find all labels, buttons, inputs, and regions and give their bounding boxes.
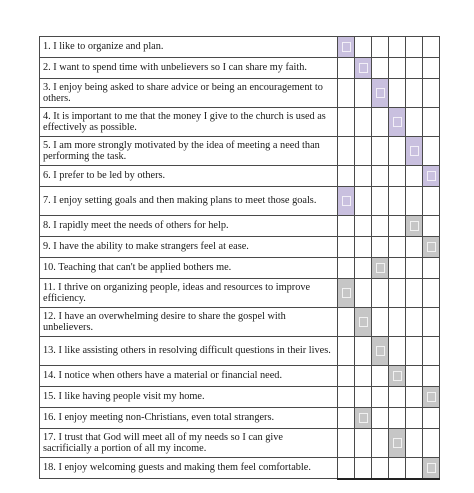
rating-cell[interactable] <box>372 279 389 308</box>
question-row <box>40 108 440 137</box>
rating-cell[interactable] <box>355 187 372 216</box>
rating-cell[interactable] <box>355 429 372 458</box>
rating-cell[interactable] <box>355 337 372 366</box>
rating-cell-selected[interactable] <box>406 216 423 237</box>
rating-cell[interactable] <box>372 408 389 429</box>
rating-cell[interactable] <box>423 137 440 166</box>
rating-cell-selected[interactable] <box>423 166 440 187</box>
rating-cell[interactable] <box>389 279 406 308</box>
question-text: 4. It is important to me that the money I give to the church is used as effectively as possible. <box>40 108 338 137</box>
checkbox-icon <box>427 392 436 402</box>
rating-cell[interactable] <box>389 137 406 166</box>
rating-cell-selected[interactable] <box>355 308 372 337</box>
rating-cell-selected[interactable] <box>372 337 389 366</box>
rating-cell[interactable] <box>406 187 423 216</box>
checkbox-icon <box>359 63 368 73</box>
rating-cell[interactable] <box>338 79 355 108</box>
rating-cell[interactable] <box>389 216 406 237</box>
rating-cell[interactable] <box>372 366 389 387</box>
question-row <box>40 308 440 337</box>
rating-cell-selected[interactable] <box>338 187 355 216</box>
rating-cell[interactable] <box>355 108 372 137</box>
checkbox-icon <box>359 413 368 423</box>
checkbox-icon <box>427 242 436 252</box>
question-text: 18. I enjoy welcoming guests and making them feel comfortable. <box>40 458 338 479</box>
rating-cell[interactable] <box>338 366 355 387</box>
question-text: 6. I prefer to be led by others. <box>40 166 338 187</box>
rating-cell[interactable] <box>338 387 355 408</box>
rating-cell[interactable] <box>423 79 440 108</box>
question-text: 7. I enjoy setting goals and then making plans to meet those goals. <box>40 187 338 216</box>
rating-cell[interactable] <box>423 429 440 458</box>
checkbox-icon <box>393 371 402 381</box>
rating-cell-selected[interactable] <box>338 37 355 58</box>
question-row <box>40 337 440 366</box>
rating-cell[interactable] <box>406 308 423 337</box>
rating-cell-selected[interactable] <box>423 387 440 408</box>
question-row <box>40 216 440 237</box>
rating-cell[interactable] <box>372 308 389 337</box>
rating-cell[interactable] <box>389 79 406 108</box>
rating-cell[interactable] <box>355 37 372 58</box>
rating-cell[interactable] <box>338 337 355 366</box>
checkbox-icon <box>376 263 385 273</box>
checkbox-icon <box>393 438 402 448</box>
rating-cell[interactable] <box>406 337 423 366</box>
rating-cell[interactable] <box>372 237 389 258</box>
checkbox-icon <box>342 288 351 298</box>
rating-cell[interactable] <box>355 237 372 258</box>
checkbox-icon <box>410 221 419 231</box>
checkbox-icon <box>427 463 436 473</box>
rating-cell[interactable] <box>423 108 440 137</box>
checkbox-icon <box>359 317 368 327</box>
rating-cell-selected[interactable] <box>423 237 440 258</box>
question-text: 1. I like to organize and plan. <box>40 37 338 58</box>
question-row <box>40 429 440 458</box>
rating-cell[interactable] <box>406 58 423 79</box>
checkbox-icon <box>376 346 385 356</box>
rating-cell-selected[interactable] <box>423 458 440 479</box>
rating-cell[interactable] <box>355 279 372 308</box>
question-row <box>40 408 440 429</box>
question-row <box>40 237 440 258</box>
rating-cell[interactable] <box>338 137 355 166</box>
question-text: 15. I like having people visit my home. <box>40 387 338 408</box>
rating-cell[interactable] <box>338 258 355 279</box>
rating-cell[interactable] <box>406 279 423 308</box>
rating-cell-selected[interactable] <box>372 258 389 279</box>
rating-cell[interactable] <box>423 216 440 237</box>
question-row <box>40 279 440 308</box>
rating-cell[interactable] <box>338 429 355 458</box>
rating-cell[interactable] <box>406 429 423 458</box>
rating-cell[interactable] <box>406 166 423 187</box>
question-row <box>40 79 440 108</box>
rating-cell[interactable] <box>338 216 355 237</box>
rating-cell[interactable] <box>372 458 389 479</box>
rating-cell[interactable] <box>423 258 440 279</box>
rating-cell[interactable] <box>338 166 355 187</box>
rating-cell[interactable] <box>423 58 440 79</box>
rating-cell[interactable] <box>338 458 355 479</box>
checkbox-icon <box>393 117 402 127</box>
rating-cell[interactable] <box>355 258 372 279</box>
checkbox-icon <box>376 88 385 98</box>
rating-cell[interactable] <box>389 387 406 408</box>
rating-cell[interactable] <box>372 429 389 458</box>
rating-cell[interactable] <box>389 458 406 479</box>
rating-cell-selected[interactable] <box>389 366 406 387</box>
question-text: 13. I like assisting others in resolving difficult questions in their lives. <box>40 337 338 366</box>
checkbox-icon <box>427 171 436 181</box>
rating-cell-selected[interactable] <box>338 279 355 308</box>
rating-cell[interactable] <box>406 108 423 137</box>
rating-cell[interactable] <box>355 79 372 108</box>
rating-cell[interactable] <box>372 108 389 137</box>
rating-cell[interactable] <box>423 187 440 216</box>
rating-cell[interactable] <box>423 279 440 308</box>
rating-cell[interactable] <box>372 216 389 237</box>
question-text: 3. I enjoy being asked to share advice or being an encouragement to others. <box>40 79 338 108</box>
question-text: 11. I thrive on organizing people, ideas and resources to improve efficiency. <box>40 279 338 308</box>
rating-cell[interactable] <box>389 187 406 216</box>
rating-cell[interactable] <box>423 408 440 429</box>
question-row <box>40 37 440 58</box>
rating-cell[interactable] <box>338 408 355 429</box>
rating-cell[interactable] <box>406 79 423 108</box>
question-text: 9. I have the ability to make strangers feel at ease. <box>40 237 338 258</box>
rating-cell[interactable] <box>389 237 406 258</box>
rating-cell[interactable] <box>338 108 355 137</box>
rating-cell[interactable] <box>423 366 440 387</box>
rating-cell[interactable] <box>372 37 389 58</box>
rating-cell[interactable] <box>389 37 406 58</box>
rating-cell[interactable] <box>423 308 440 337</box>
question-text: 16. I enjoy meeting non-Christians, even total strangers. <box>40 408 338 429</box>
rating-cell[interactable] <box>355 458 372 479</box>
rating-cell-selected[interactable] <box>355 58 372 79</box>
rating-cell[interactable] <box>372 137 389 166</box>
question-text: 14. I notice when others have a material or financial need. <box>40 366 338 387</box>
rating-cell[interactable] <box>372 387 389 408</box>
rating-cell[interactable] <box>389 337 406 366</box>
rating-cell[interactable] <box>389 166 406 187</box>
rating-cell[interactable] <box>389 308 406 337</box>
rating-cell[interactable] <box>406 458 423 479</box>
rating-cell[interactable] <box>372 166 389 187</box>
question-row <box>40 258 440 279</box>
rating-cell[interactable] <box>406 237 423 258</box>
rating-cell[interactable] <box>355 387 372 408</box>
question-row <box>40 458 440 479</box>
rating-cell-selected[interactable] <box>389 429 406 458</box>
rating-cell[interactable] <box>372 187 389 216</box>
rating-cell[interactable] <box>423 37 440 58</box>
question-row <box>40 58 440 79</box>
rating-cell[interactable] <box>338 58 355 79</box>
question-row <box>40 187 440 216</box>
question-text: 10. Teaching that can't be applied bothers me. <box>40 258 338 279</box>
checkbox-icon <box>342 42 351 52</box>
question-text: 12. I have an overwhelming desire to share the gospel with unbelievers. <box>40 308 338 337</box>
rating-cell[interactable] <box>355 366 372 387</box>
rating-cell[interactable] <box>338 308 355 337</box>
question-text: 2. I want to spend time with unbelievers so I can share my faith. <box>40 58 338 79</box>
question-row <box>40 166 440 187</box>
rating-cell[interactable] <box>355 216 372 237</box>
rating-cell-selected[interactable] <box>372 79 389 108</box>
rating-cell-selected[interactable] <box>355 408 372 429</box>
rating-cell[interactable] <box>389 58 406 79</box>
question-text: 17. I trust that God will meet all of my needs so I can give sacrificially a portion of all my income. <box>40 429 338 458</box>
rating-cell[interactable] <box>372 58 389 79</box>
rating-cell[interactable] <box>406 258 423 279</box>
rating-cell-selected[interactable] <box>406 137 423 166</box>
question-text: 8. I rapidly meet the needs of others for help. <box>40 216 338 237</box>
rating-cell[interactable] <box>406 408 423 429</box>
rating-cell[interactable] <box>338 237 355 258</box>
checkbox-icon <box>410 146 419 156</box>
questionnaire-table <box>39 36 440 480</box>
rating-cell[interactable] <box>355 137 372 166</box>
rating-cell-selected[interactable] <box>389 108 406 137</box>
rating-cell[interactable] <box>406 366 423 387</box>
rating-cell[interactable] <box>406 37 423 58</box>
rating-cell[interactable] <box>423 337 440 366</box>
rating-cell[interactable] <box>406 387 423 408</box>
checkbox-icon <box>342 196 351 206</box>
question-row <box>40 137 440 166</box>
rating-cell[interactable] <box>389 408 406 429</box>
question-row <box>40 366 440 387</box>
rating-cell[interactable] <box>355 166 372 187</box>
question-text: 5. I am more strongly motivated by the idea of meeting a need than performing the task. <box>40 137 338 166</box>
question-row <box>40 387 440 408</box>
rating-cell[interactable] <box>389 258 406 279</box>
